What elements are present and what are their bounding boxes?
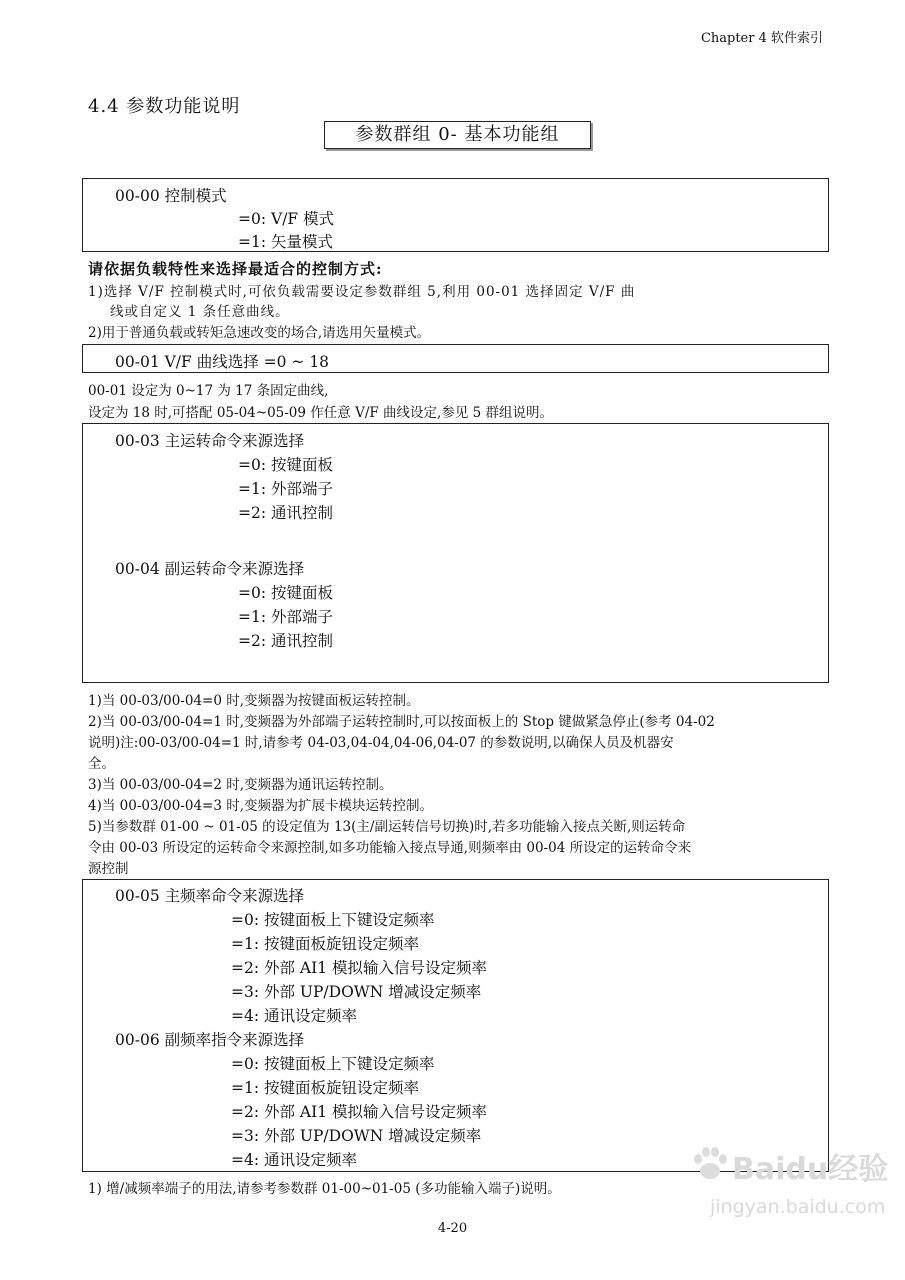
watermark-url: jingyan.baidu.com xyxy=(710,1196,886,1218)
param-00-01-title: 00-01 V/F 曲线选择 =0 ~ 18 xyxy=(115,353,330,371)
param-00-04-title: 00-04 副运转命令来源选择 xyxy=(115,560,305,578)
note4-line: 1) 增/减频率端子的用法,请参考参数群 01-00~01-05 (多功能输入端子)说明。 xyxy=(88,1181,561,1197)
note1-line: 1)选择 V/F 控制模式时,可依负载需要设定参数群组 5,利用 00-01 选择固定 V/F 曲 xyxy=(88,284,636,300)
note3-line: 令由 00-03 所设定的运转命令来源控制,如多功能输入接点导通,则频率由 00-04 所设定的运转命令来 xyxy=(88,840,692,856)
paw-icon xyxy=(690,1144,730,1184)
param-00-06-option: =4: 通讯设定频率 xyxy=(231,1151,357,1169)
note1-heading: 请依据负载特性来选择最适合的控制方式: xyxy=(88,260,383,278)
watermark-brand: Baidu经验 xyxy=(732,1152,889,1187)
note2-line: 设定为 18 时,可搭配 05-04~05-09 作任意 V/F 曲线设定,参见 5 群组说明。 xyxy=(88,405,553,421)
param-00-06-title: 00-06 副频率指令来源选择 xyxy=(115,1031,305,1049)
param-00-00-option: =1: 矢量模式 xyxy=(238,233,333,251)
section-title: 4.4 参数功能说明 xyxy=(88,96,241,117)
note3-line: 源控制 xyxy=(88,861,129,877)
page-number: 4-20 xyxy=(437,1221,468,1236)
param-00-03-option: =0: 按键面板 xyxy=(238,456,333,474)
note3-line: 1)当 00-03/00-04=0 时,变频器为按键面板运转控制。 xyxy=(88,693,420,709)
param-box-00-03-00-04 xyxy=(82,423,829,683)
group-title: 参数群组 0- 基本功能组 xyxy=(324,121,591,149)
param-00-04-option: =0: 按键面板 xyxy=(238,584,333,602)
param-00-05-option: =1: 按键面板旋钮设定频率 xyxy=(231,935,419,953)
note3-line: 全。 xyxy=(88,756,115,772)
param-00-06-option: =3: 外部 UP/DOWN 增减设定频率 xyxy=(231,1127,482,1145)
param-00-05-option: =2: 外部 AI1 模拟输入信号设定频率 xyxy=(231,959,488,977)
note3-line: 3)当 00-03/00-04=2 时,变频器为通讯运转控制。 xyxy=(88,777,393,793)
param-00-05-option: =3: 外部 UP/DOWN 增减设定频率 xyxy=(231,983,482,1001)
note3-line: 说明)注:00-03/00-04=1 时,请参考 04-03,04-04,04-06,04-07 的参数说明,以确保人员及机器安 xyxy=(88,735,674,751)
param-box-00-01 xyxy=(82,344,829,373)
param-box-00-00 xyxy=(82,178,829,252)
param-00-04-option: =2: 通讯控制 xyxy=(238,632,333,650)
note3-line: 5)当参数群 01-00 ~ 01-05 的设定值为 13(主/副运转信号切换)时,若多功能输入接点关断,则运转命 xyxy=(88,819,686,835)
note2-line: 00-01 设定为 0~17 为 17 条固定曲线, xyxy=(88,383,329,399)
baidu-watermark xyxy=(690,1142,889,1252)
chapter-header: Chapter 4 软件索引 xyxy=(700,31,823,46)
param-00-05-option: =4: 通讯设定频率 xyxy=(231,1007,357,1025)
param-00-06-option: =0: 按键面板上下键设定频率 xyxy=(231,1055,435,1073)
note1-line: 线或自定义 1 条任意曲线。 xyxy=(110,304,290,320)
note1-line: 2)用于普通负载或转矩急速改变的场合,请选用矢量模式。 xyxy=(88,325,431,341)
param-00-05-option: =0: 按键面板上下键设定频率 xyxy=(231,911,435,929)
param-00-05-title: 00-05 主频率命令来源选择 xyxy=(115,887,305,905)
note3-line: 4)当 00-03/00-04=3 时,变频器为扩展卡模块运转控制。 xyxy=(88,798,434,814)
param-00-06-option: =2: 外部 AI1 模拟输入信号设定频率 xyxy=(231,1103,488,1121)
param-00-04-option: =1: 外部端子 xyxy=(238,608,333,626)
param-00-00-option: =0: V/F 模式 xyxy=(238,210,335,228)
param-00-03-option: =1: 外部端子 xyxy=(238,480,333,498)
param-00-06-option: =1: 按键面板旋钮设定频率 xyxy=(231,1079,419,1097)
param-00-03-option: =2: 通讯控制 xyxy=(238,504,333,522)
param-box-00-05-00-06 xyxy=(82,879,829,1172)
param-00-00-title: 00-00 控制模式 xyxy=(115,187,227,205)
param-00-03-title: 00-03 主运转命令来源选择 xyxy=(115,432,305,450)
note3-line: 2)当 00-03/00-04=1 时,变频器为外部端子运转控制时,可以按面板上的 Stop 键做紧急停止(参考 04-02 xyxy=(88,714,715,730)
